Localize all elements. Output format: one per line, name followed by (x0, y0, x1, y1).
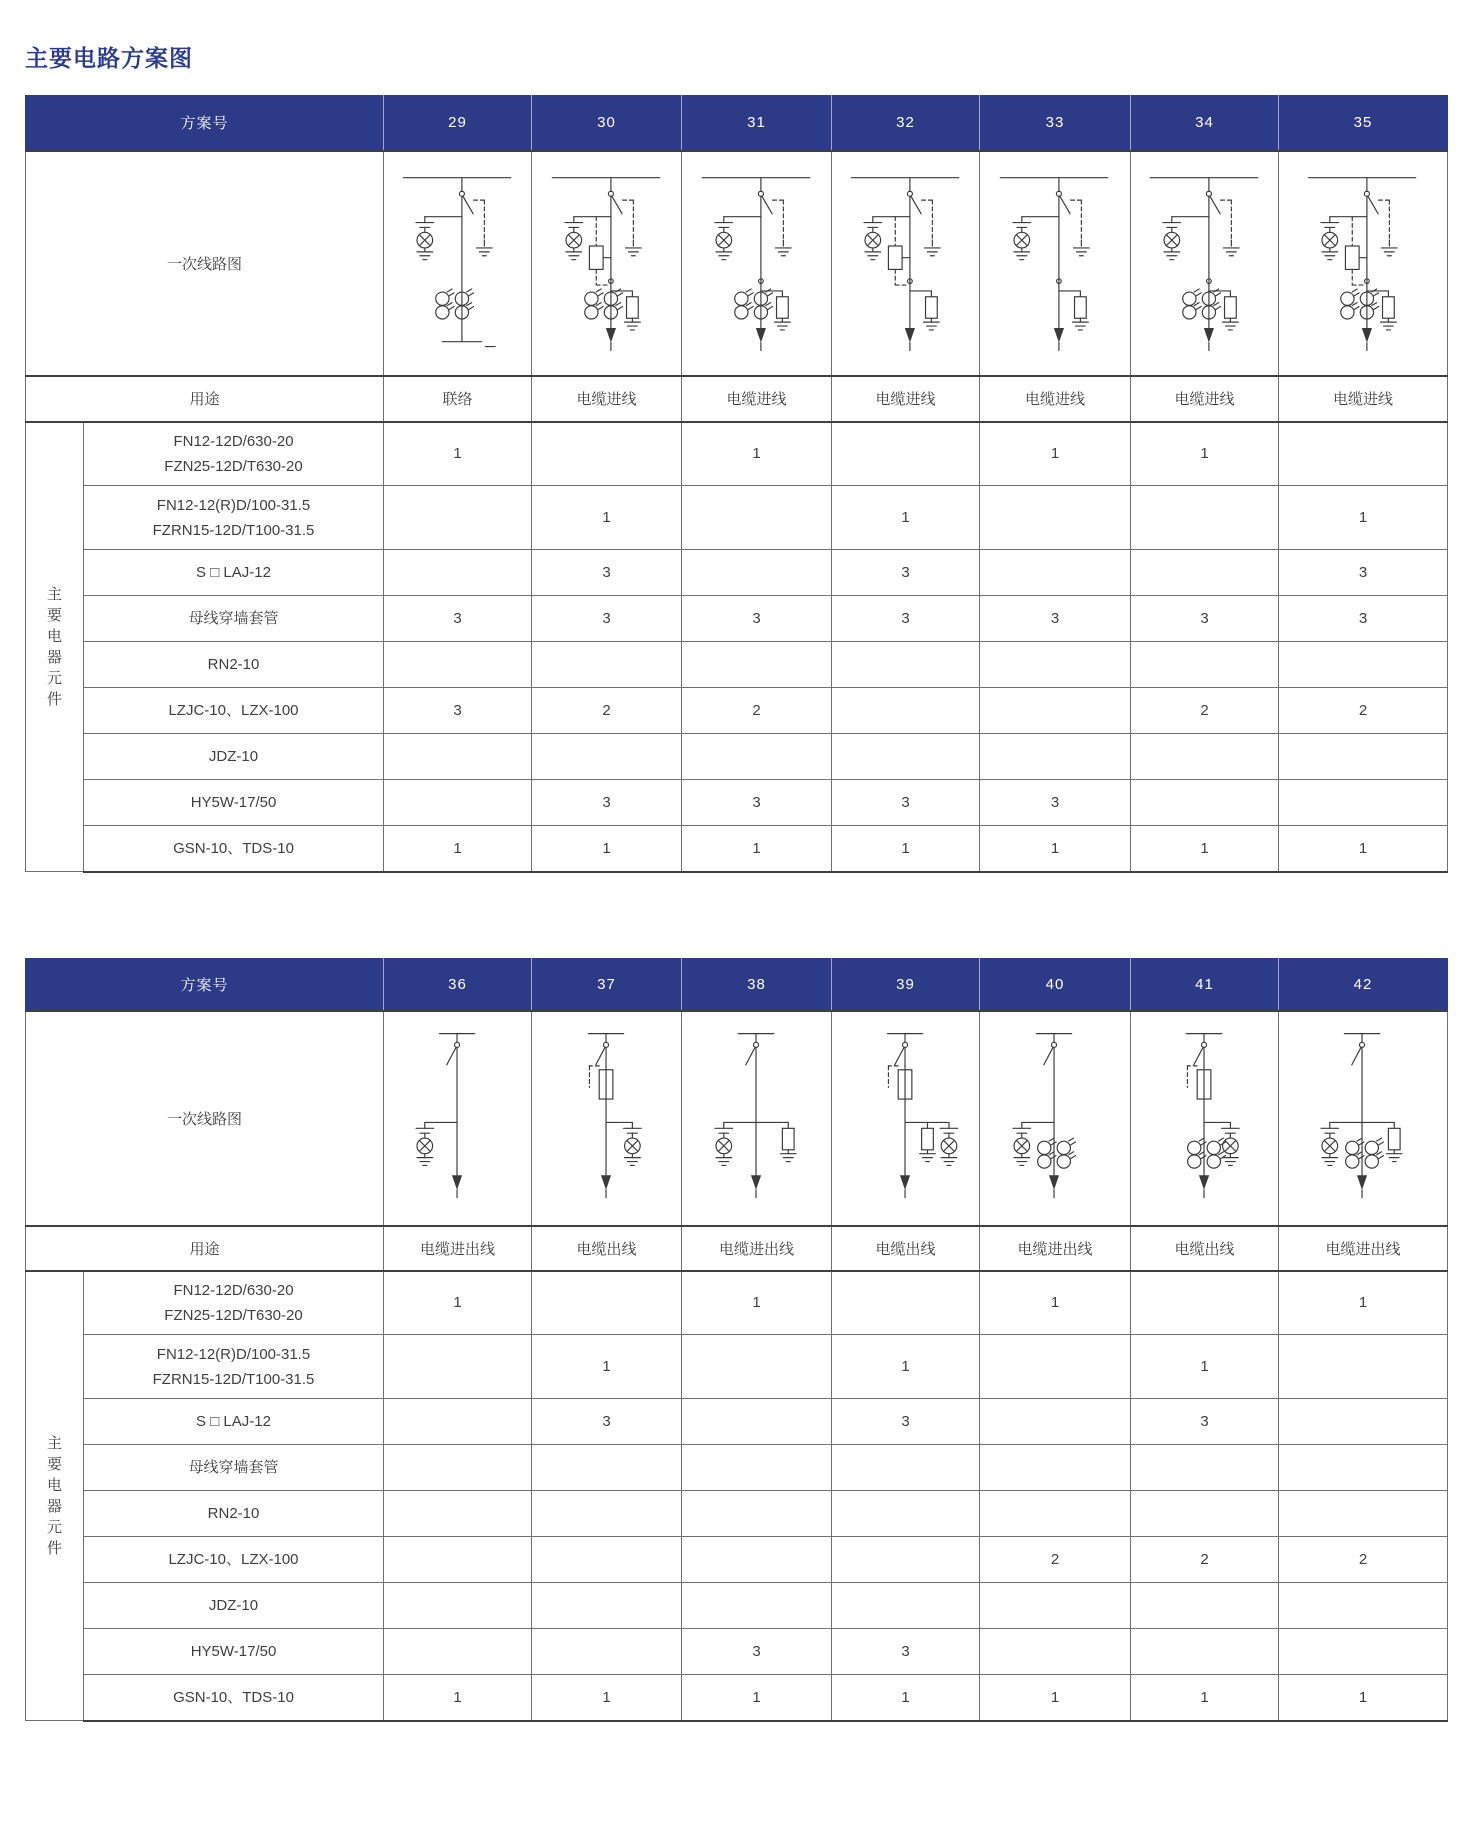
component-count-cell (682, 550, 832, 596)
component-count-cell (980, 1583, 1131, 1629)
component-count-cell: 1 (532, 826, 682, 872)
component-count-cell (980, 688, 1131, 734)
group-char: 元 (46, 1518, 62, 1536)
component-count-cell: 1 (832, 826, 980, 872)
scheme-number: 37 (532, 959, 682, 1011)
component-count-cell: 1 (832, 486, 980, 550)
component-count-cell: 1 (1279, 1675, 1448, 1721)
component-count-cell (384, 642, 532, 688)
component-count-cell: 3 (832, 550, 980, 596)
component-count-cell: 3 (682, 596, 832, 642)
component-count-cell: 1 (1131, 1335, 1279, 1399)
component-count-cell (532, 1491, 682, 1537)
component-name-line: FN12-12D/630-20 (173, 1281, 294, 1299)
component-count-cell: 3 (1131, 1399, 1279, 1445)
component-count-cell (1279, 642, 1448, 688)
component-name (84, 1399, 384, 1445)
component-name-line: GSN-10、TDS-10 (173, 839, 294, 857)
scheme-number: 33 (980, 96, 1131, 151)
component-count-cell: 1 (980, 1271, 1131, 1335)
scheme-table (25, 958, 1448, 1722)
component-count-cell: 3 (682, 780, 832, 826)
component-count-cell (682, 1537, 832, 1583)
component-count-cell (532, 1537, 682, 1583)
component-count-cell (1131, 1583, 1279, 1629)
component-name-line: GSN-10、TDS-10 (173, 1688, 294, 1706)
component-name (84, 688, 384, 734)
component-count-cell (532, 1445, 682, 1491)
component-name (84, 1491, 384, 1537)
diagram-row-label: 一次线路图 (26, 151, 384, 376)
component-count-cell (980, 1445, 1131, 1491)
component-name-line: FN12-12(R)D/100-31.5 (156, 496, 311, 514)
component-name-line: JDZ-10 (208, 748, 259, 765)
circuit-diagram (682, 1011, 832, 1226)
scheme-number: 39 (832, 959, 980, 1011)
component-count-cell: 3 (532, 780, 682, 826)
use-value: 电缆出线 (832, 1226, 980, 1271)
component-count-cell (384, 1537, 532, 1583)
scheme-col-label: 方案号 (26, 959, 384, 1011)
component-group-label (26, 422, 84, 872)
circuit-diagram (682, 151, 832, 376)
component-count-cell: 3 (832, 780, 980, 826)
component-count-cell: 3 (1279, 596, 1448, 642)
component-count-cell (980, 486, 1131, 550)
component-count-cell: 3 (532, 1399, 682, 1445)
component-name (84, 1271, 384, 1335)
component-name (84, 1537, 384, 1583)
use-row-label: 用途 (26, 1226, 384, 1271)
use-value: 电缆进出线 (1279, 1226, 1448, 1271)
component-name (84, 550, 384, 596)
component-count-cell: 3 (532, 550, 682, 596)
group-char: 主 (46, 585, 62, 603)
component-count-cell (682, 1583, 832, 1629)
component-name-line: HY5W-17/50 (190, 794, 277, 811)
circuit-diagram (980, 1011, 1131, 1226)
component-count-cell: 3 (832, 1629, 980, 1675)
component-count-cell: 1 (532, 1675, 682, 1721)
group-char: 器 (46, 648, 62, 666)
component-count-cell (384, 1335, 532, 1399)
component-count-cell (980, 1491, 1131, 1537)
use-value: 联络 (384, 376, 532, 422)
component-count-cell: 2 (1131, 688, 1279, 734)
group-char: 主 (46, 1434, 62, 1452)
circuit-diagram (1279, 1011, 1448, 1226)
use-value: 电缆进出线 (384, 1226, 532, 1271)
component-name (84, 1445, 384, 1491)
component-count-cell (980, 1335, 1131, 1399)
component-count-cell: 2 (1279, 688, 1448, 734)
component-count-cell (682, 1491, 832, 1537)
component-count-cell (1131, 550, 1279, 596)
component-name (84, 596, 384, 642)
component-count-cell (1279, 422, 1448, 486)
component-name (84, 1675, 384, 1721)
component-count-cell (1279, 780, 1448, 826)
component-name-line: LZJC-10、LZX-100 (168, 1551, 299, 1568)
component-count-cell: 1 (532, 486, 682, 550)
component-name-line: FZN25-12D/T630-20 (164, 1306, 303, 1324)
use-value: 电缆进线 (1279, 376, 1448, 422)
component-count-cell (1279, 1583, 1448, 1629)
component-group-label (26, 1271, 84, 1721)
component-count-cell (832, 688, 980, 734)
component-count-cell (1131, 1271, 1279, 1335)
component-count-cell: 1 (532, 1335, 682, 1399)
component-count-cell: 3 (384, 596, 532, 642)
component-count-cell (1131, 1491, 1279, 1537)
component-count-cell: 1 (980, 1675, 1131, 1721)
component-name-line: 母线穿墙套管 (188, 1459, 279, 1476)
scheme-number: 38 (682, 959, 832, 1011)
component-count-cell: 1 (682, 826, 832, 872)
component-count-cell: 1 (832, 1675, 980, 1721)
component-count-cell (682, 734, 832, 780)
component-count-cell (980, 642, 1131, 688)
circuit-diagram (532, 151, 682, 376)
component-name (84, 1629, 384, 1675)
component-name (84, 486, 384, 550)
component-name-line: FZN25-12D/T630-20 (164, 457, 303, 475)
component-count-cell (980, 550, 1131, 596)
component-name (84, 734, 384, 780)
scheme-table (25, 95, 1448, 873)
component-count-cell (832, 422, 980, 486)
component-count-cell: 1 (1279, 826, 1448, 872)
component-count-cell: 1 (1131, 422, 1279, 486)
component-count-cell (832, 1271, 980, 1335)
component-count-cell (1131, 780, 1279, 826)
page-title: 主要电路方案图 (25, 45, 193, 71)
use-value: 电缆进线 (832, 376, 980, 422)
use-value: 电缆进线 (1131, 376, 1279, 422)
circuit-diagram (384, 151, 532, 376)
component-name-line: RN2-10 (207, 1505, 260, 1522)
scheme-number: 34 (1131, 96, 1279, 151)
component-count-cell: 3 (532, 596, 682, 642)
circuit-diagram (532, 1011, 682, 1226)
component-count-cell: 1 (980, 422, 1131, 486)
scheme-table-29-35 (25, 95, 1447, 873)
component-count-cell (682, 486, 832, 550)
component-count-cell (832, 1491, 980, 1537)
use-value: 电缆进线 (532, 376, 682, 422)
component-count-cell (384, 734, 532, 780)
component-count-cell (384, 1445, 532, 1491)
component-count-cell (384, 1583, 532, 1629)
group-char: 元 (46, 669, 62, 687)
group-char: 件 (46, 690, 62, 708)
scheme-number: 31 (682, 96, 832, 151)
component-count-cell (1279, 1491, 1448, 1537)
component-name (84, 642, 384, 688)
scheme-col-label: 方案号 (26, 96, 384, 151)
component-count-cell: 1 (384, 826, 532, 872)
group-char: 器 (46, 1497, 62, 1515)
circuit-diagram (832, 151, 980, 376)
component-count-cell (532, 1583, 682, 1629)
use-value: 电缆进出线 (980, 1226, 1131, 1271)
component-count-cell (1131, 1445, 1279, 1491)
component-count-cell (980, 734, 1131, 780)
component-count-cell (1131, 734, 1279, 780)
component-count-cell: 1 (682, 1675, 832, 1721)
component-count-cell (1279, 1629, 1448, 1675)
component-count-cell (532, 422, 682, 486)
diagram-row-label: 一次线路图 (26, 1011, 384, 1226)
component-count-cell: 3 (980, 596, 1131, 642)
component-count-cell: 1 (1131, 826, 1279, 872)
scheme-number: 41 (1131, 959, 1279, 1011)
component-name (84, 826, 384, 872)
component-count-cell (832, 734, 980, 780)
component-count-cell: 3 (1279, 550, 1448, 596)
group-char: 件 (46, 1539, 62, 1557)
component-count-cell: 1 (1279, 486, 1448, 550)
component-count-cell (384, 550, 532, 596)
group-char: 电 (46, 627, 62, 645)
component-name-line: FZRN15-12D/T100-31.5 (152, 1370, 315, 1388)
component-count-cell: 3 (980, 780, 1131, 826)
use-value: 电缆出线 (1131, 1226, 1279, 1271)
component-count-cell (832, 642, 980, 688)
component-count-cell: 1 (384, 1675, 532, 1721)
scheme-number: 40 (980, 959, 1131, 1011)
component-count-cell (384, 1399, 532, 1445)
component-name (84, 1583, 384, 1629)
component-name (84, 1335, 384, 1399)
component-count-cell (682, 1445, 832, 1491)
component-count-cell (532, 1271, 682, 1335)
component-count-cell: 3 (1131, 596, 1279, 642)
component-count-cell (532, 642, 682, 688)
use-value: 电缆进出线 (682, 1226, 832, 1271)
component-count-cell: 1 (1131, 1675, 1279, 1721)
component-count-cell (384, 780, 532, 826)
circuit-diagram (1131, 151, 1279, 376)
component-count-cell: 1 (832, 1335, 980, 1399)
component-count-cell: 1 (682, 422, 832, 486)
component-count-cell (384, 1491, 532, 1537)
component-count-cell (384, 1629, 532, 1675)
component-count-cell: 2 (1131, 1537, 1279, 1583)
component-count-cell (682, 642, 832, 688)
scheme-number: 30 (532, 96, 682, 151)
component-count-cell (1279, 1445, 1448, 1491)
circuit-diagram (832, 1011, 980, 1226)
group-char: 要 (46, 606, 62, 624)
component-count-cell: 1 (384, 1271, 532, 1335)
component-name (84, 780, 384, 826)
scheme-number: 32 (832, 96, 980, 151)
use-value: 电缆进线 (980, 376, 1131, 422)
use-value: 电缆出线 (532, 1226, 682, 1271)
component-count-cell: 1 (1279, 1271, 1448, 1335)
component-name-line: HY5W-17/50 (190, 1643, 277, 1660)
use-row-label: 用途 (26, 376, 384, 422)
circuit-diagram (384, 1011, 532, 1226)
component-name-line: FZRN15-12D/T100-31.5 (152, 521, 315, 539)
component-count-cell: 1 (384, 422, 532, 486)
component-name (84, 422, 384, 486)
component-count-cell (1131, 486, 1279, 550)
circuit-diagram (980, 151, 1131, 376)
component-count-cell (1131, 642, 1279, 688)
component-count-cell (1279, 1335, 1448, 1399)
scheme-number: 36 (384, 959, 532, 1011)
scheme-number: 42 (1279, 959, 1448, 1011)
component-name-line: FN12-12(R)D/100-31.5 (156, 1345, 311, 1363)
component-count-cell (980, 1629, 1131, 1675)
component-count-cell: 1 (682, 1271, 832, 1335)
use-value: 电缆进线 (682, 376, 832, 422)
component-name-line: RN2-10 (207, 656, 260, 673)
component-count-cell (1279, 734, 1448, 780)
component-count-cell: 2 (532, 688, 682, 734)
component-count-cell (532, 1629, 682, 1675)
component-count-cell (682, 1399, 832, 1445)
scheme-number: 29 (384, 96, 532, 151)
component-count-cell: 2 (682, 688, 832, 734)
component-count-cell (980, 1399, 1131, 1445)
component-count-cell: 3 (832, 1399, 980, 1445)
component-count-cell: 2 (1279, 1537, 1448, 1583)
component-count-cell (832, 1583, 980, 1629)
component-count-cell (832, 1537, 980, 1583)
component-count-cell (832, 1445, 980, 1491)
component-count-cell (384, 486, 532, 550)
component-name-line: S □ LAJ-12 (196, 1413, 271, 1430)
group-char: 电 (46, 1476, 62, 1494)
component-count-cell: 3 (384, 688, 532, 734)
component-name-line: FN12-12D/630-20 (173, 432, 294, 450)
circuit-diagram (1131, 1011, 1279, 1226)
circuit-diagram (1279, 151, 1448, 376)
component-count-cell (1131, 1629, 1279, 1675)
scheme-table-36-42 (25, 958, 1447, 1722)
component-count-cell: 1 (980, 826, 1131, 872)
component-count-cell (682, 1335, 832, 1399)
scheme-number: 35 (1279, 96, 1448, 151)
component-name-line: LZJC-10、LZX-100 (168, 702, 299, 719)
group-char: 要 (46, 1455, 62, 1473)
component-count-cell: 3 (832, 596, 980, 642)
component-count-cell (532, 734, 682, 780)
component-name-line: S □ LAJ-12 (196, 564, 271, 581)
component-name-line: JDZ-10 (208, 1597, 259, 1614)
component-count-cell (1279, 1399, 1448, 1445)
component-count-cell: 3 (682, 1629, 832, 1675)
component-name-line: 母线穿墙套管 (188, 610, 279, 627)
component-count-cell: 2 (980, 1537, 1131, 1583)
